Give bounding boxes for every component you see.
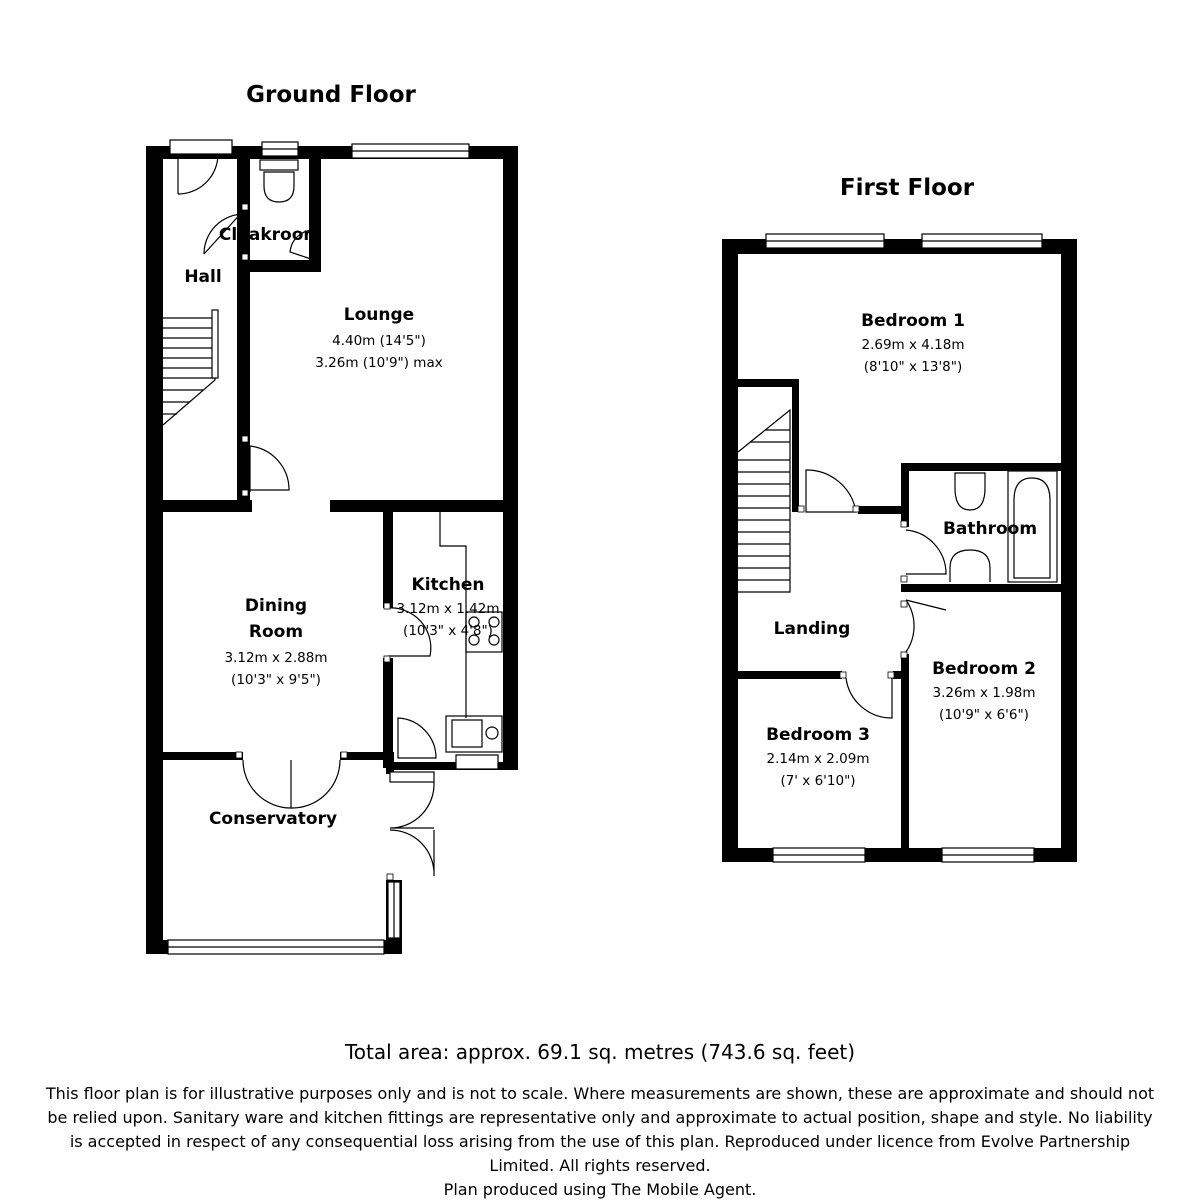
room-conservatory-name: Conservatory <box>208 809 338 829</box>
room-bedroom2-dim2: (10'9" x 6'6") <box>939 707 1029 723</box>
disclaimer-line: is accepted in respect of any consequential loss arising from the use of this plan. Reproduced under licence from Evolve Partnership <box>69 1132 1131 1151</box>
room-kitchen-dim2: (10'3" x 4'8") <box>403 623 493 639</box>
room-bedroom1-name: Bedroom 1 <box>861 311 965 331</box>
cloakroom-wc-icon <box>260 160 298 202</box>
room-bedroom3-dim1: 2.14m x 2.09m <box>766 751 870 767</box>
total-area: Total area: approx. 69.1 sq. metres (743.6 sq. feet) <box>344 1040 856 1064</box>
room-landing-name: Landing <box>773 619 851 639</box>
disclaimer <box>0 1082 1200 1202</box>
room-cloakroom-name: Cloakroom <box>218 225 322 245</box>
room-kitchen-dim1: 3.12m x 1.42m <box>396 601 500 617</box>
first-floor <box>722 175 1077 862</box>
disclaimer-line: Plan produced using The Mobile Agent. <box>443 1180 757 1199</box>
room-dining-dim1: 3.12m x 2.88m <box>224 650 328 666</box>
disclaimer-line: be relied upon. Sanitary ware and kitchen fittings are representative only and approximate to actual position, shape and style. No liability <box>47 1108 1153 1127</box>
first-floor-walls <box>722 239 1077 862</box>
room-bedroom1-dim1: 2.69m x 4.18m <box>861 337 965 353</box>
room-lounge-name: Lounge <box>343 305 415 325</box>
room-bedroom2-name: Bedroom 2 <box>932 659 1036 679</box>
room-bedroom1-dim2: (8'10" x 13'8") <box>863 359 963 375</box>
room-kitchen-name: Kitchen <box>411 575 485 595</box>
first-floor-stairs <box>738 410 790 592</box>
room-bathroom-name: Bathroom <box>942 519 1038 539</box>
disclaimer-line: This floor plan is for illustrative purposes only and is not to scale. Where measurements are shown, these are approximate and should not <box>45 1084 1155 1103</box>
ground-floor-title: Ground Floor <box>246 82 416 108</box>
room-lounge-dim2: 3.26m (10'9") max <box>315 355 443 371</box>
ground-floor-stairs <box>163 310 218 425</box>
first-floor-title: First Floor <box>839 175 975 201</box>
first-floor-jambs <box>798 506 907 678</box>
room-dining-name-line2: Room <box>248 622 304 642</box>
room-bedroom2-dim1: 3.26m x 1.98m <box>932 685 1036 701</box>
room-dining-dim2: (10'3" x 9'5") <box>231 672 321 688</box>
ground-floor <box>146 82 518 954</box>
ground-floor-windows <box>168 140 498 954</box>
disclaimer-line: Limited. All rights reserved. <box>489 1156 711 1175</box>
room-bedroom3-dim2: (7' x 6'10") <box>780 773 856 789</box>
room-hall-name: Hall <box>184 267 222 287</box>
room-lounge-dim1: 4.40m (14'5") <box>332 333 426 349</box>
room-bedroom3-name: Bedroom 3 <box>766 725 870 745</box>
room-dining-name-line1: Dining <box>244 596 308 616</box>
